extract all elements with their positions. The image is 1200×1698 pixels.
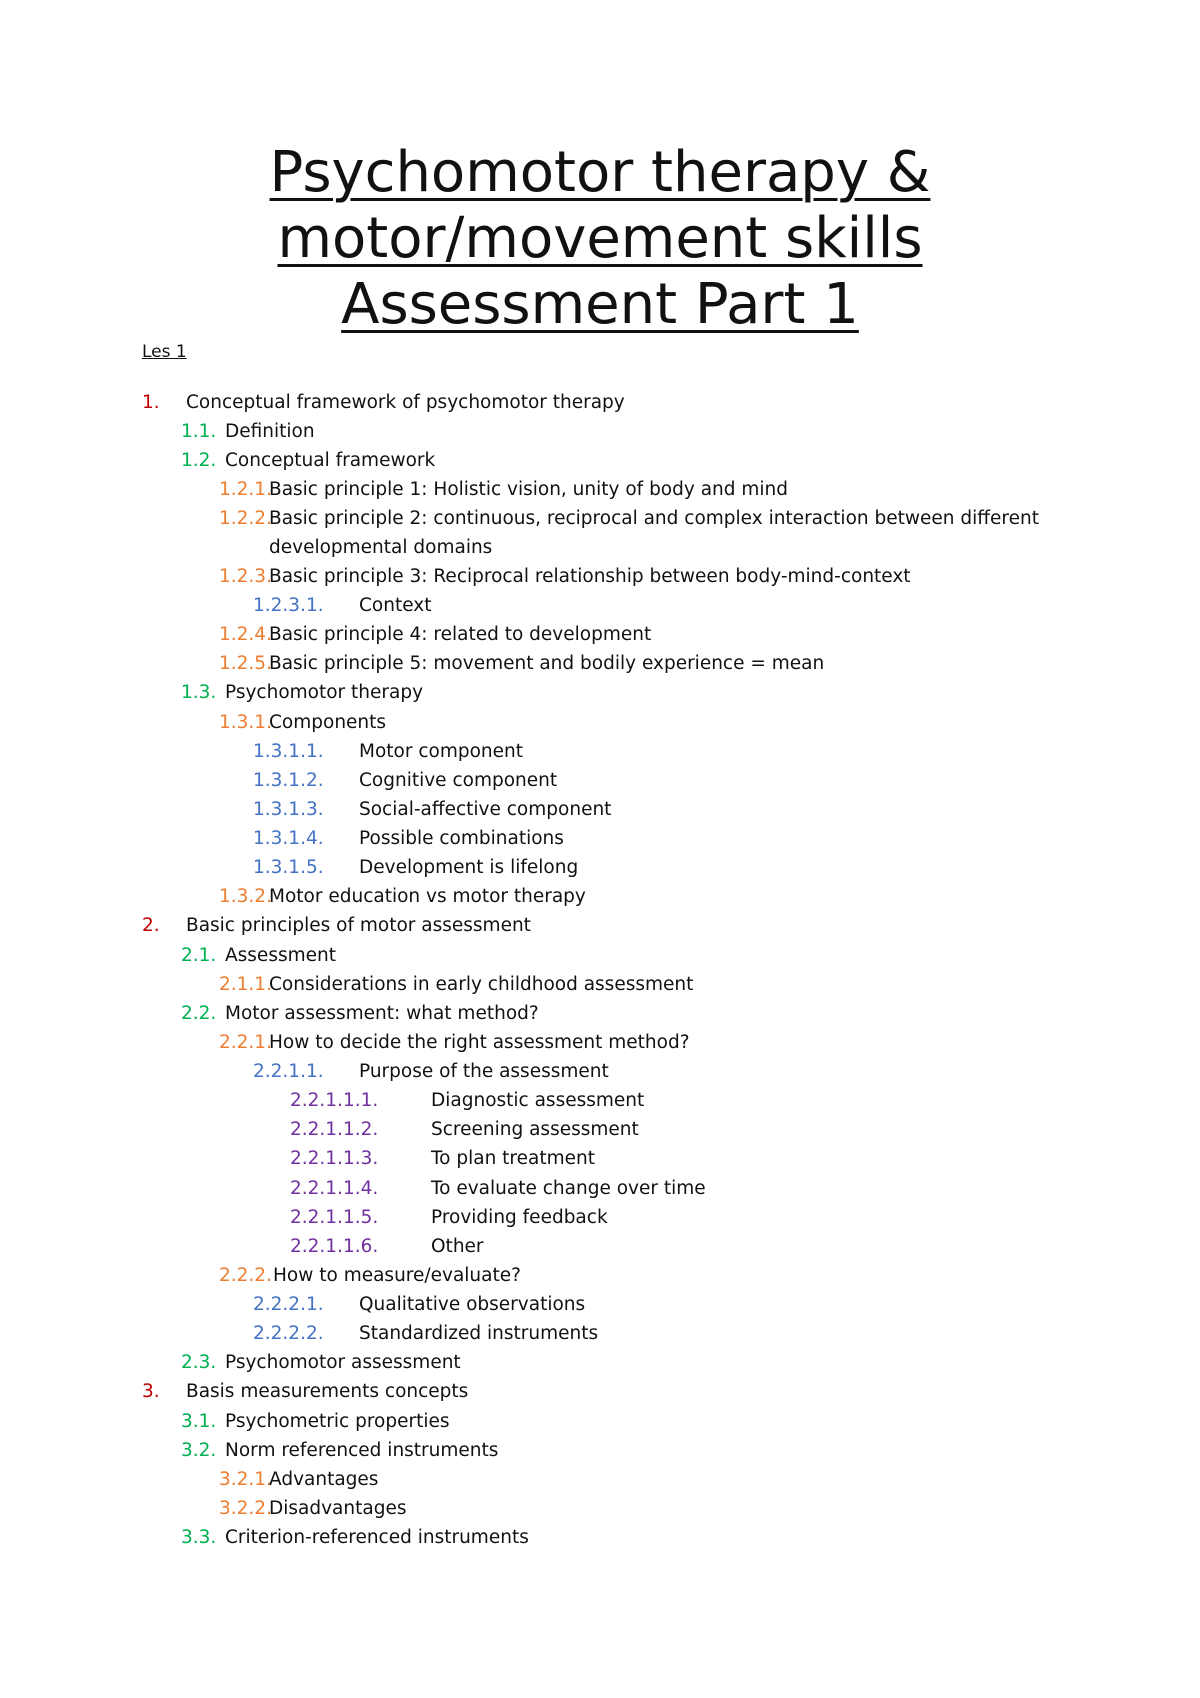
item-number: 1.3.1.5. [253, 857, 324, 878]
item-number: 1.3.1.1. [253, 741, 324, 762]
item-text: How to decide the right assessment method? [269, 1032, 690, 1053]
item-number: 1.3. [181, 682, 217, 703]
outline-item [219, 974, 693, 996]
outline-item [219, 508, 1039, 530]
document-title [0, 140, 1200, 338]
item-number: 1.1. [181, 421, 217, 442]
item-text: Disadvantages [269, 1498, 407, 1519]
outline-item [181, 1411, 450, 1433]
item-number: 2.2.1.1.3. [290, 1148, 379, 1169]
item-text: Possible combinations [359, 828, 564, 849]
item-text: developmental domains [269, 537, 493, 558]
item-number: 2.1.1. [219, 974, 272, 995]
item-text: Basic principle 3: Reciprocal relationship between body-mind-context [269, 566, 911, 587]
outline-item [253, 1294, 585, 1316]
item-text: Diagnostic assessment [431, 1090, 645, 1111]
item-text: Basic principle 4: related to development [269, 624, 652, 645]
outline-item [219, 1469, 378, 1491]
title-line: motor/movement skills [277, 206, 923, 271]
item-number: 2.2.1. [219, 1032, 272, 1053]
outline-item [142, 392, 625, 414]
outline-item [253, 1061, 609, 1083]
item-number: 1.2.3. [219, 566, 272, 587]
item-number: 1.2.2. [219, 508, 272, 529]
item-text: Conceptual framework [225, 450, 436, 471]
item-number: 3.3. [181, 1527, 217, 1548]
outline-item [142, 915, 531, 937]
outline-item [181, 682, 423, 704]
outline-item [181, 450, 435, 472]
title-line: Psychomotor therapy & [269, 140, 931, 205]
item-number: 2. [142, 915, 160, 936]
item-text: Norm referenced instruments [225, 1440, 499, 1461]
item-text: Psychomotor therapy [225, 682, 424, 703]
item-number: 1.3.1.3. [253, 799, 324, 820]
item-number: 2.2.2. [219, 1265, 272, 1286]
outline-item [219, 712, 386, 734]
item-number: 2.2.1.1. [253, 1061, 324, 1082]
item-text: Definition [225, 421, 315, 442]
outline-item [253, 770, 557, 792]
item-text: Providing feedback [431, 1207, 608, 1228]
item-text: Criterion-referenced instruments [225, 1527, 529, 1548]
item-number: 3.1. [181, 1411, 217, 1432]
outline-item [253, 828, 564, 850]
item-number: 1.3.1.4. [253, 828, 324, 849]
item-number: 1.2.5. [219, 653, 272, 674]
item-text: Conceptual framework of psychomotor therapy [186, 392, 625, 413]
outline-item [219, 624, 651, 646]
outline-item [253, 595, 431, 617]
item-number: 2.2.1.1.5. [290, 1207, 379, 1228]
outline-item [219, 1498, 406, 1520]
item-text: Standardized instruments [359, 1323, 599, 1344]
item-number: 1.3.1. [219, 712, 272, 733]
item-text: How to measure/evaluate? [273, 1265, 521, 1286]
item-number: 1.2.1. [219, 479, 272, 500]
item-number: 2.3. [181, 1352, 217, 1373]
item-number: 3.2.2. [219, 1498, 272, 1519]
outline-item [290, 1207, 608, 1229]
item-number: 2.2. [181, 1003, 217, 1024]
outline-item [253, 1323, 598, 1345]
item-number: 2.2.1.1.4. [290, 1178, 379, 1199]
item-text: Advantages [269, 1469, 379, 1490]
item-text: Development is lifelong [359, 857, 579, 878]
item-text: Considerations in early childhood assessment [269, 974, 694, 995]
outline-item [290, 1090, 644, 1112]
outline-item [290, 1148, 595, 1170]
item-text: Psychomotor assessment [225, 1352, 461, 1373]
item-text: Basic principle 2: continuous, reciprocal and complex interaction between different [269, 508, 1039, 529]
outline-item [142, 1381, 468, 1403]
outline-item [219, 1032, 690, 1054]
item-number: 2.2.2.2. [253, 1323, 324, 1344]
item-text: Psychometric properties [225, 1411, 450, 1432]
item-number: 2.1. [181, 945, 217, 966]
outline-item [290, 1178, 706, 1200]
item-text: Qualitative observations [359, 1294, 586, 1315]
item-text: Motor education vs motor therapy [269, 886, 586, 907]
item-text: Basis measurements concepts [186, 1381, 469, 1402]
item-number: 1. [142, 392, 160, 413]
item-text: Context [359, 595, 432, 616]
item-number: 3.2.1. [219, 1469, 272, 1490]
item-text: Screening assessment [431, 1119, 639, 1140]
outline-item [253, 857, 578, 879]
item-number: 1.2.4. [219, 624, 272, 645]
outline-item [219, 886, 586, 908]
outline-item [181, 1352, 461, 1374]
item-number: 2.2.1.1.2. [290, 1119, 379, 1140]
outline-item [219, 566, 911, 588]
item-number: 2.2.1.1.6. [290, 1236, 379, 1257]
item-text: Basic principles of motor assessment [186, 915, 531, 936]
outline-item-continuation [269, 537, 492, 559]
item-text: Other [431, 1236, 484, 1257]
lesson-label: Les 1 [142, 342, 187, 362]
outline-item [290, 1236, 484, 1258]
item-text: Motor assessment: what method? [225, 1003, 539, 1024]
item-number: 3. [142, 1381, 160, 1402]
outline-item [219, 479, 788, 501]
item-text: Basic principle 1: Holistic vision, unity of body and mind [269, 479, 789, 500]
item-text: Components [269, 712, 387, 733]
outline-item [181, 1003, 539, 1025]
outline-item [181, 1440, 498, 1462]
item-number: 1.3.2. [219, 886, 272, 907]
item-text: Social-affective component [359, 799, 612, 820]
item-text: To plan treatment [431, 1148, 595, 1169]
item-text: Motor component [359, 741, 523, 762]
outline-item [219, 653, 824, 675]
outline-item [253, 799, 611, 821]
outline-item [181, 421, 315, 443]
outline-item [181, 1527, 529, 1549]
item-number: 1.2. [181, 450, 217, 471]
outline-item [290, 1119, 639, 1141]
outline-item [181, 945, 336, 967]
item-number: 1.2.3.1. [253, 595, 324, 616]
item-number: 1.3.1.2. [253, 770, 324, 791]
title-line: Assessment Part 1 [341, 272, 859, 337]
item-text: Assessment [225, 945, 336, 966]
item-number: 2.2.2.1. [253, 1294, 324, 1315]
item-text: Basic principle 5: movement and bodily experience = mean [269, 653, 825, 674]
item-number: 3.2. [181, 1440, 217, 1461]
item-text: Cognitive component [359, 770, 558, 791]
item-text: To evaluate change over time [431, 1178, 706, 1199]
item-text: Purpose of the assessment [359, 1061, 609, 1082]
outline-item [253, 741, 523, 763]
item-number: 2.2.1.1.1. [290, 1090, 379, 1111]
outline-item [219, 1265, 521, 1287]
